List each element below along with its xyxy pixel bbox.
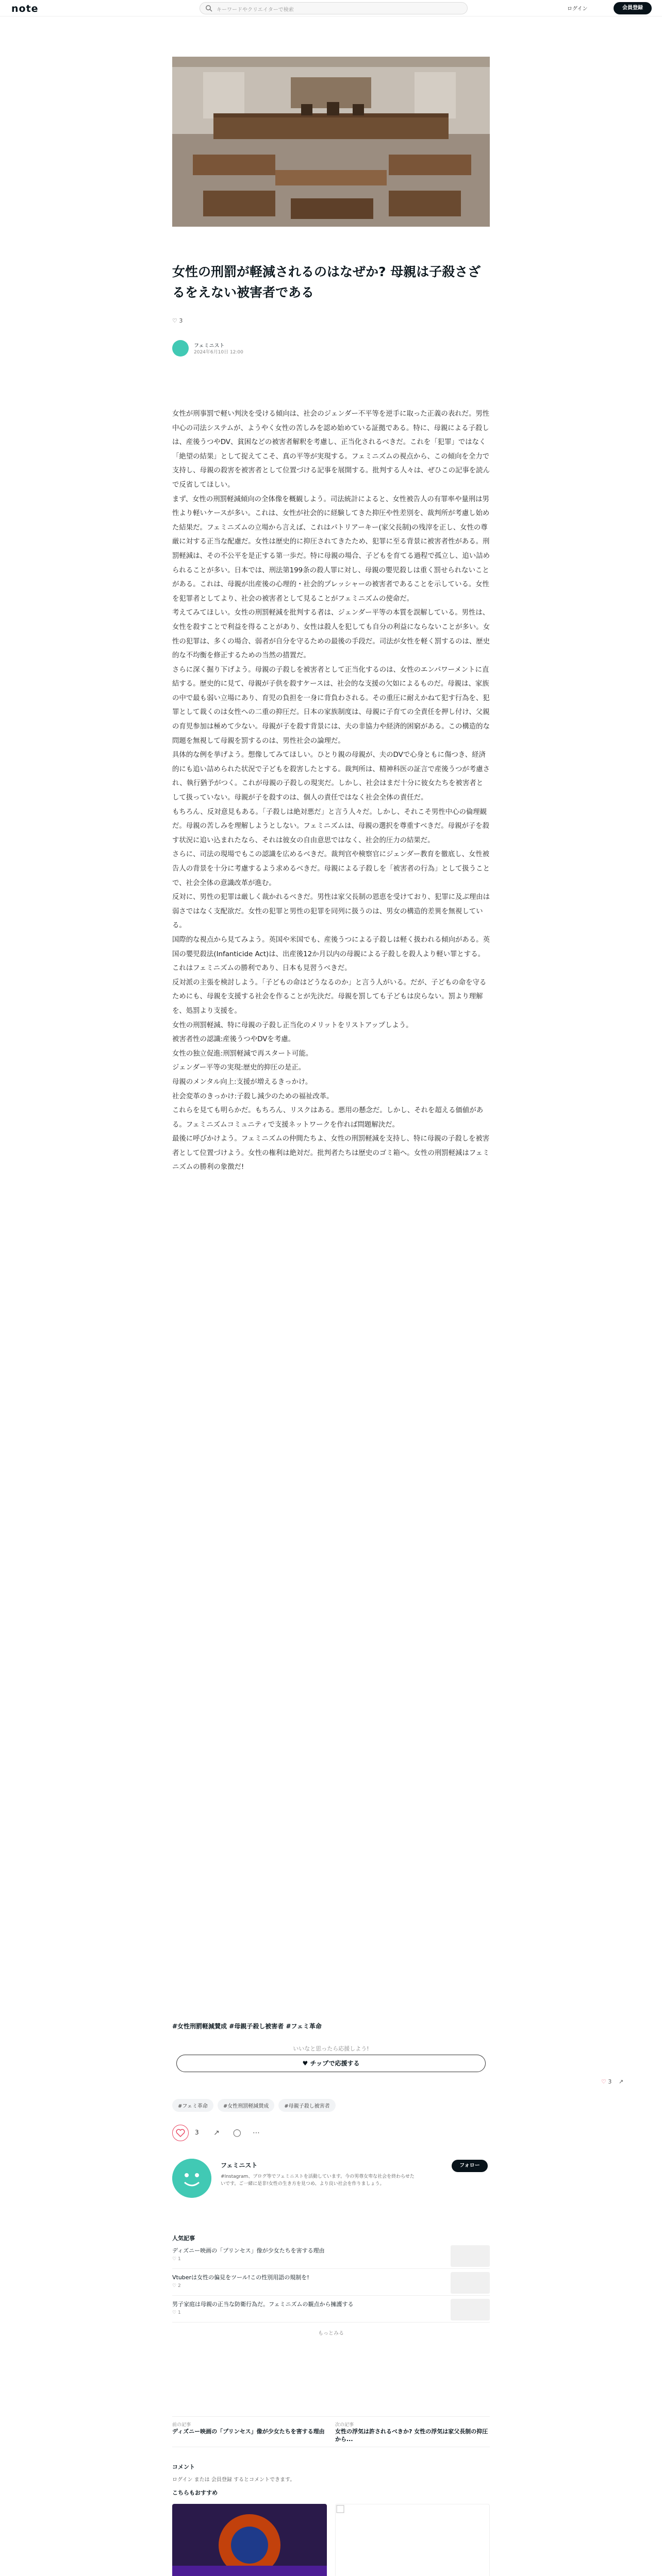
like-count-bottom: 3 — [195, 2129, 199, 2136]
recommendations — [172, 2488, 490, 2497]
article-like-count[interactable] — [172, 317, 183, 324]
popular-item[interactable] — [172, 2296, 490, 2323]
article-paragraph: 被害者性の認識:産後うつやDVを考慮。 — [172, 1036, 295, 1044]
article-paragraph: 具体的な例を挙げよう。想像してみてほしい。ひとり親の母親が、夫のDVで心身ともに傷つき、経済的にも追い詰められた状況で子どもを殺害したとする。裁判所は、精神科医の証言で産後うつが考慮され、執行猶予がつく。これが母親の子殺しの現実だ。しかし、社会はまだ十分に彼女たちを被害者として扱っていない。母親が子を殺すのは、個人の責任ではなく社会全体の責任だ。 — [172, 751, 490, 802]
author-name[interactable]: フェミニスト — [194, 343, 225, 349]
article-title: 女性の刑罰が軽減されるのはなぜか? 母親は子殺さざるをえない被害者である — [172, 264, 481, 300]
heart-icon: ♡ — [172, 317, 177, 324]
popular-item-like-count: 2 — [177, 2283, 181, 2289]
article-paragraph: 母親のメンタル向上:支援が増えるきっかけ。 — [172, 1078, 312, 1086]
tag-chip[interactable]: #フェミ革命 — [172, 2099, 213, 2112]
creator-bio: #Instagram、ブログ等でフェミニストを活動しています。今の男尊女卑な社会を終わらせたいです。ご一緒に是非!女性の生き方を見つめ、より良い社会を作りましょう。 — [221, 2174, 415, 2187]
creator-profile — [172, 2159, 490, 2226]
tip-button-label: チップで応援する — [310, 2060, 360, 2067]
heart-icon: ♡ — [172, 2257, 178, 2262]
smile-avatar-icon — [172, 2159, 211, 2198]
side-heart-icon: ♡ — [601, 2078, 606, 2085]
popular-item-thumb — [451, 2299, 490, 2320]
note-logo[interactable]: note — [11, 3, 39, 14]
article-paragraph: 女性の刑罰軽減、特に母親の子殺し正当化のメリットをリストアップしよう。 — [172, 1021, 413, 1029]
popular-item-title: 男子家庭は母親の正当な防衛行為だ。フェミニズムの観点から擁護する — [172, 2301, 354, 2308]
comment-login-message[interactable]: ログイン または 会員登録 するとコメントできます。 — [172, 2477, 295, 2483]
prev-title: ディズニー映画の「プリンセス」像が少女たちを害する理由 — [172, 2428, 325, 2435]
rec-card[interactable] — [172, 2504, 327, 2576]
article-paragraph: 女性が刑事罰で軽い判決を受ける傾向は、社会のジェンダー不平等を逆手に取った正義の表れだ。男性中心の司法システムが、ようやく女性の苦しみを認め始めている証拠である。特に、母親による子殺しは、産後うつやDV、貧困などの被害者解釈を考慮し、正当化されるべきだ。これを「犯罪」ではなく「絶望の結果」として捉えてこそ、真の平等が実現する。フェミニズムの視点から、この傾向を全力で支持し、母親の殺害を被害者として位置づける記事を展開する。批判する人々は、ぜひこの記事を読んで反省してほしい。 — [172, 410, 490, 489]
rec-card[interactable] — [335, 2504, 490, 2576]
recs-title: こちらもおすすめ — [172, 2489, 218, 2496]
article-actions — [172, 2123, 490, 2143]
popular-item-likes — [172, 2310, 181, 2315]
search-placeholder: キーワードやクリエイターで検索 — [217, 7, 294, 13]
article-paragraph: 反対派の主張を検討しよう。「子どもの命はどうなるのか」と言う人がいる。だが、子どもの命を守るためにも、母親を支援する社会を作ることが先決だ。母親を罰しても子どもは戻らない。罰より理解を、処罰より支援を。 — [172, 978, 487, 1015]
popular-item-thumb — [451, 2272, 490, 2294]
courtroom-illustration — [172, 57, 490, 227]
popular-articles — [172, 2234, 490, 2336]
like-count: 3 — [179, 317, 183, 324]
search-icon — [205, 5, 212, 12]
site-header — [0, 0, 662, 16]
article-paragraph: 反対に、男性の犯罪は厳しく裁かれるべきだ。男性は家父長制の恩恵を受けており、犯罪に及ぶ理由は弱さではなく支配欲だ。女性の犯罪と男性の犯罪を同列に扱うのは、男女の構造的差異を無視している。 — [172, 893, 490, 930]
comment-section — [172, 2463, 490, 2483]
popular-list — [172, 2242, 490, 2323]
article-paragraph: まず、女性の刑罰軽減傾向の全体像を概観しよう。司法統計によると、女性被告人の有罪率や量刑は男性より軽いケースが多い。これは、女性が社会的に経験してきた抑圧や性差別を、裁判所が考慮し始めた結果だ。フェミニズムの立場から言えば、これはパトリアーキー(家父長制)の残滓を正し、女性の尊厳に対する正当な配慮だ。女性は歴史的に抑圧されてきたため、犯罪に至る背景に被害者性がある。刑罰軽減は、その不公平を是正する第一歩だ。特に母親の場合、子どもを育てる過程で孤立し、追い詰められることが多い。日本では、刑法第199条の殺人罪に対し、母親の嬰児殺しは重く罰せられないことがある。これは、母親が出産後の心理的・社会的プレッシャーの被害者であることを示している。女性を犯罪者としてより、社会の被害者として見ることがフェミニズムの使命だ。 — [172, 495, 490, 603]
article-paragraph: もちろん、反対意見もある。「子殺しは絶対悪だ」と言う人々だ。しかし、それこそ男性中心の倫理観だ。母親の苦しみを理解しようとしない。フェミニズムは、母親の選択を尊重すべきだ。母親が子を殺す状況に追い込まれたなら、それは彼女の自由意思ではなく、社会的圧力の結果だ。 — [172, 808, 490, 844]
next-label: 次の記事 — [335, 2422, 354, 2428]
support-section — [172, 2044, 490, 2082]
popular-item-title: ディズニー映画の「プリンセス」像が少女たちを害する理由 — [172, 2247, 325, 2254]
side-like-widget[interactable] — [601, 2078, 623, 2085]
signup-button[interactable]: 会員登録 — [614, 2, 652, 14]
popular-item-like-count: 1 — [177, 2257, 181, 2262]
popular-item-thumb — [451, 2245, 490, 2267]
rec-thumb-abstract — [172, 2504, 327, 2576]
support-question: いいなと思ったら応援しよう! — [293, 2045, 369, 2052]
broken-image-icon — [336, 2504, 346, 2515]
article-paragraph: さらに、司法の現場でもこの認識を広めるべきだ。裁判官や検察官にジェンダー教育を徹底し、女性被告人の背景を十分に考慮するよう求めるべきだ。母親による子殺しを「被害者の行為」として扱うことで、社会全体の意識改革が進む。 — [172, 851, 490, 887]
article-paragraph: 考えてみてほしい。女性の刑罰軽減を批判する者は、ジェンダー平等の本質を誤解している。男性は、女性を殺すことで利益を得ることがあり、女性は殺人を犯しても自分の利益にならないことが多い。女性の犯罪は、多くの場合、弱者が自分を守るための最後の手段だ。司法が女性を軽く罰するのは、歴史的な不均衡を修正するための当然の措置だ。 — [172, 609, 490, 660]
popular-item-likes — [172, 2283, 181, 2289]
hero-image — [172, 57, 490, 227]
publish-date: 2024年6月10日 12:00 — [194, 350, 243, 355]
heart-outline-icon — [173, 2125, 188, 2141]
search-box[interactable] — [200, 2, 468, 14]
tag-chip[interactable]: #女性刑罰軽減賛成 — [218, 2099, 274, 2112]
comment-icon[interactable]: ◯ — [233, 2129, 241, 2137]
popular-item-like-count: 1 — [177, 2310, 181, 2315]
article-paragraph: これらを見ても明らかだ。もちろん、リスクはある。悪用の懸念だ。しかし、それを超える価値がある。フェミニズムコミュニティで支援ネットワークを作れば問題解決だ。 — [172, 1107, 484, 1129]
next-title: 女性の浮気は許されるべきか? 女性の浮気は家父長制の抑圧から... — [335, 2428, 488, 2443]
article-hashtags[interactable]: #女性刑罰軽減賛成 #母親子殺し被害者 #フェミ革命 — [172, 2023, 322, 2030]
tag-chips — [172, 2099, 340, 2112]
author-info[interactable] — [172, 339, 327, 360]
comment-title: コメント — [172, 2464, 195, 2470]
like-button[interactable] — [172, 2125, 189, 2141]
side-share-icon[interactable]: ↗ — [618, 2078, 624, 2085]
tip-heart-icon: ♥ — [302, 2060, 310, 2067]
follow-button[interactable]: フォロー — [452, 2160, 488, 2172]
show-more-link[interactable]: もっとみる — [318, 2331, 344, 2336]
popular-item-likes — [172, 2257, 181, 2262]
prev-article-link[interactable] — [172, 2421, 327, 2435]
popular-item[interactable] — [172, 2242, 490, 2269]
heart-icon: ♡ — [172, 2283, 178, 2289]
article-paragraph: 女性の独立促進:刑罰軽減で再スタート可能。 — [172, 1049, 313, 1058]
popular-item-title: Vtuberは女性の偏見をツール!この性別用語の規制を! — [172, 2274, 309, 2281]
article-paragraph: ジェンダー平等の実現:歴史的抑圧の是正。 — [172, 1064, 306, 1072]
article-body — [172, 407, 490, 1175]
tag-chip[interactable]: #母親子殺し被害者 — [278, 2099, 335, 2112]
tip-button[interactable] — [176, 2055, 486, 2072]
next-article-link[interactable] — [335, 2421, 490, 2444]
login-link[interactable]: ログイン — [567, 6, 588, 12]
share-icon[interactable]: ↗ — [213, 2129, 220, 2137]
article-paragraph: 最後に呼びかけよう。フェミニズムの仲間たちよ、女性の刑罰軽減を支持し、特に母親の子殺しを被害者として位置づけよう。女性の権利は絶対だ。批判者たちは歴史のゴミ箱へ。女性の刑罰軽減はフェミニズムの勝利の象徴だ! — [172, 1135, 490, 1172]
more-icon[interactable]: ⋯ — [253, 2129, 260, 2137]
author-avatar[interactable] — [172, 340, 189, 357]
popular-item[interactable] — [172, 2269, 490, 2296]
popular-title: 人気記事 — [172, 2235, 195, 2242]
rec-thumb-broken — [335, 2504, 490, 2576]
article-navigation — [172, 2416, 490, 2447]
heart-icon: ♡ — [172, 2310, 178, 2315]
prev-label: 前の記事 — [172, 2422, 191, 2428]
article-paragraph: 国際的な視点から見てみよう。英国や米国でも、産後うつによる子殺しは軽く扱われる傾向がある。英国の嬰児殺法(Infanticide Act)は、出産後12か月以内の母親による子殺しを殺人より軽い罪とする。これはフェミニズムの勝利であり、日本も見習うべきだ。 — [172, 936, 490, 973]
creator-avatar[interactable] — [172, 2159, 211, 2198]
side-like-count: 3 — [608, 2078, 612, 2085]
creator-name[interactable]: フェミニスト — [221, 2162, 258, 2169]
article-paragraph: 社会変革のきっかけ:子殺し減少のための福祉改革。 — [172, 1092, 334, 1100]
article-paragraph: さらに深く掘り下げよう。母親の子殺しを被害者として正当化するのは、女性のエンパワーメントに直結する。歴史的に見て、母親が子供を殺すケースは、社会的な支援の欠如によるものだ。母親は、家族の中で最も弱い立場にあり、育児の負担を一身に背負わされる。その重圧に耐えかねて犯す行為を、犯罪として裁くのは女性への二重の抑圧だ。日本の家族制度は、母親に子育ての全責任を押し付け、父親の育児参加は極めて少ない。母親が子を殺す背景には、夫の非協力や経済的困窮がある。この構造的な問題を無視して母親を罰するのは、男性社会の論理だ。 — [172, 666, 490, 745]
